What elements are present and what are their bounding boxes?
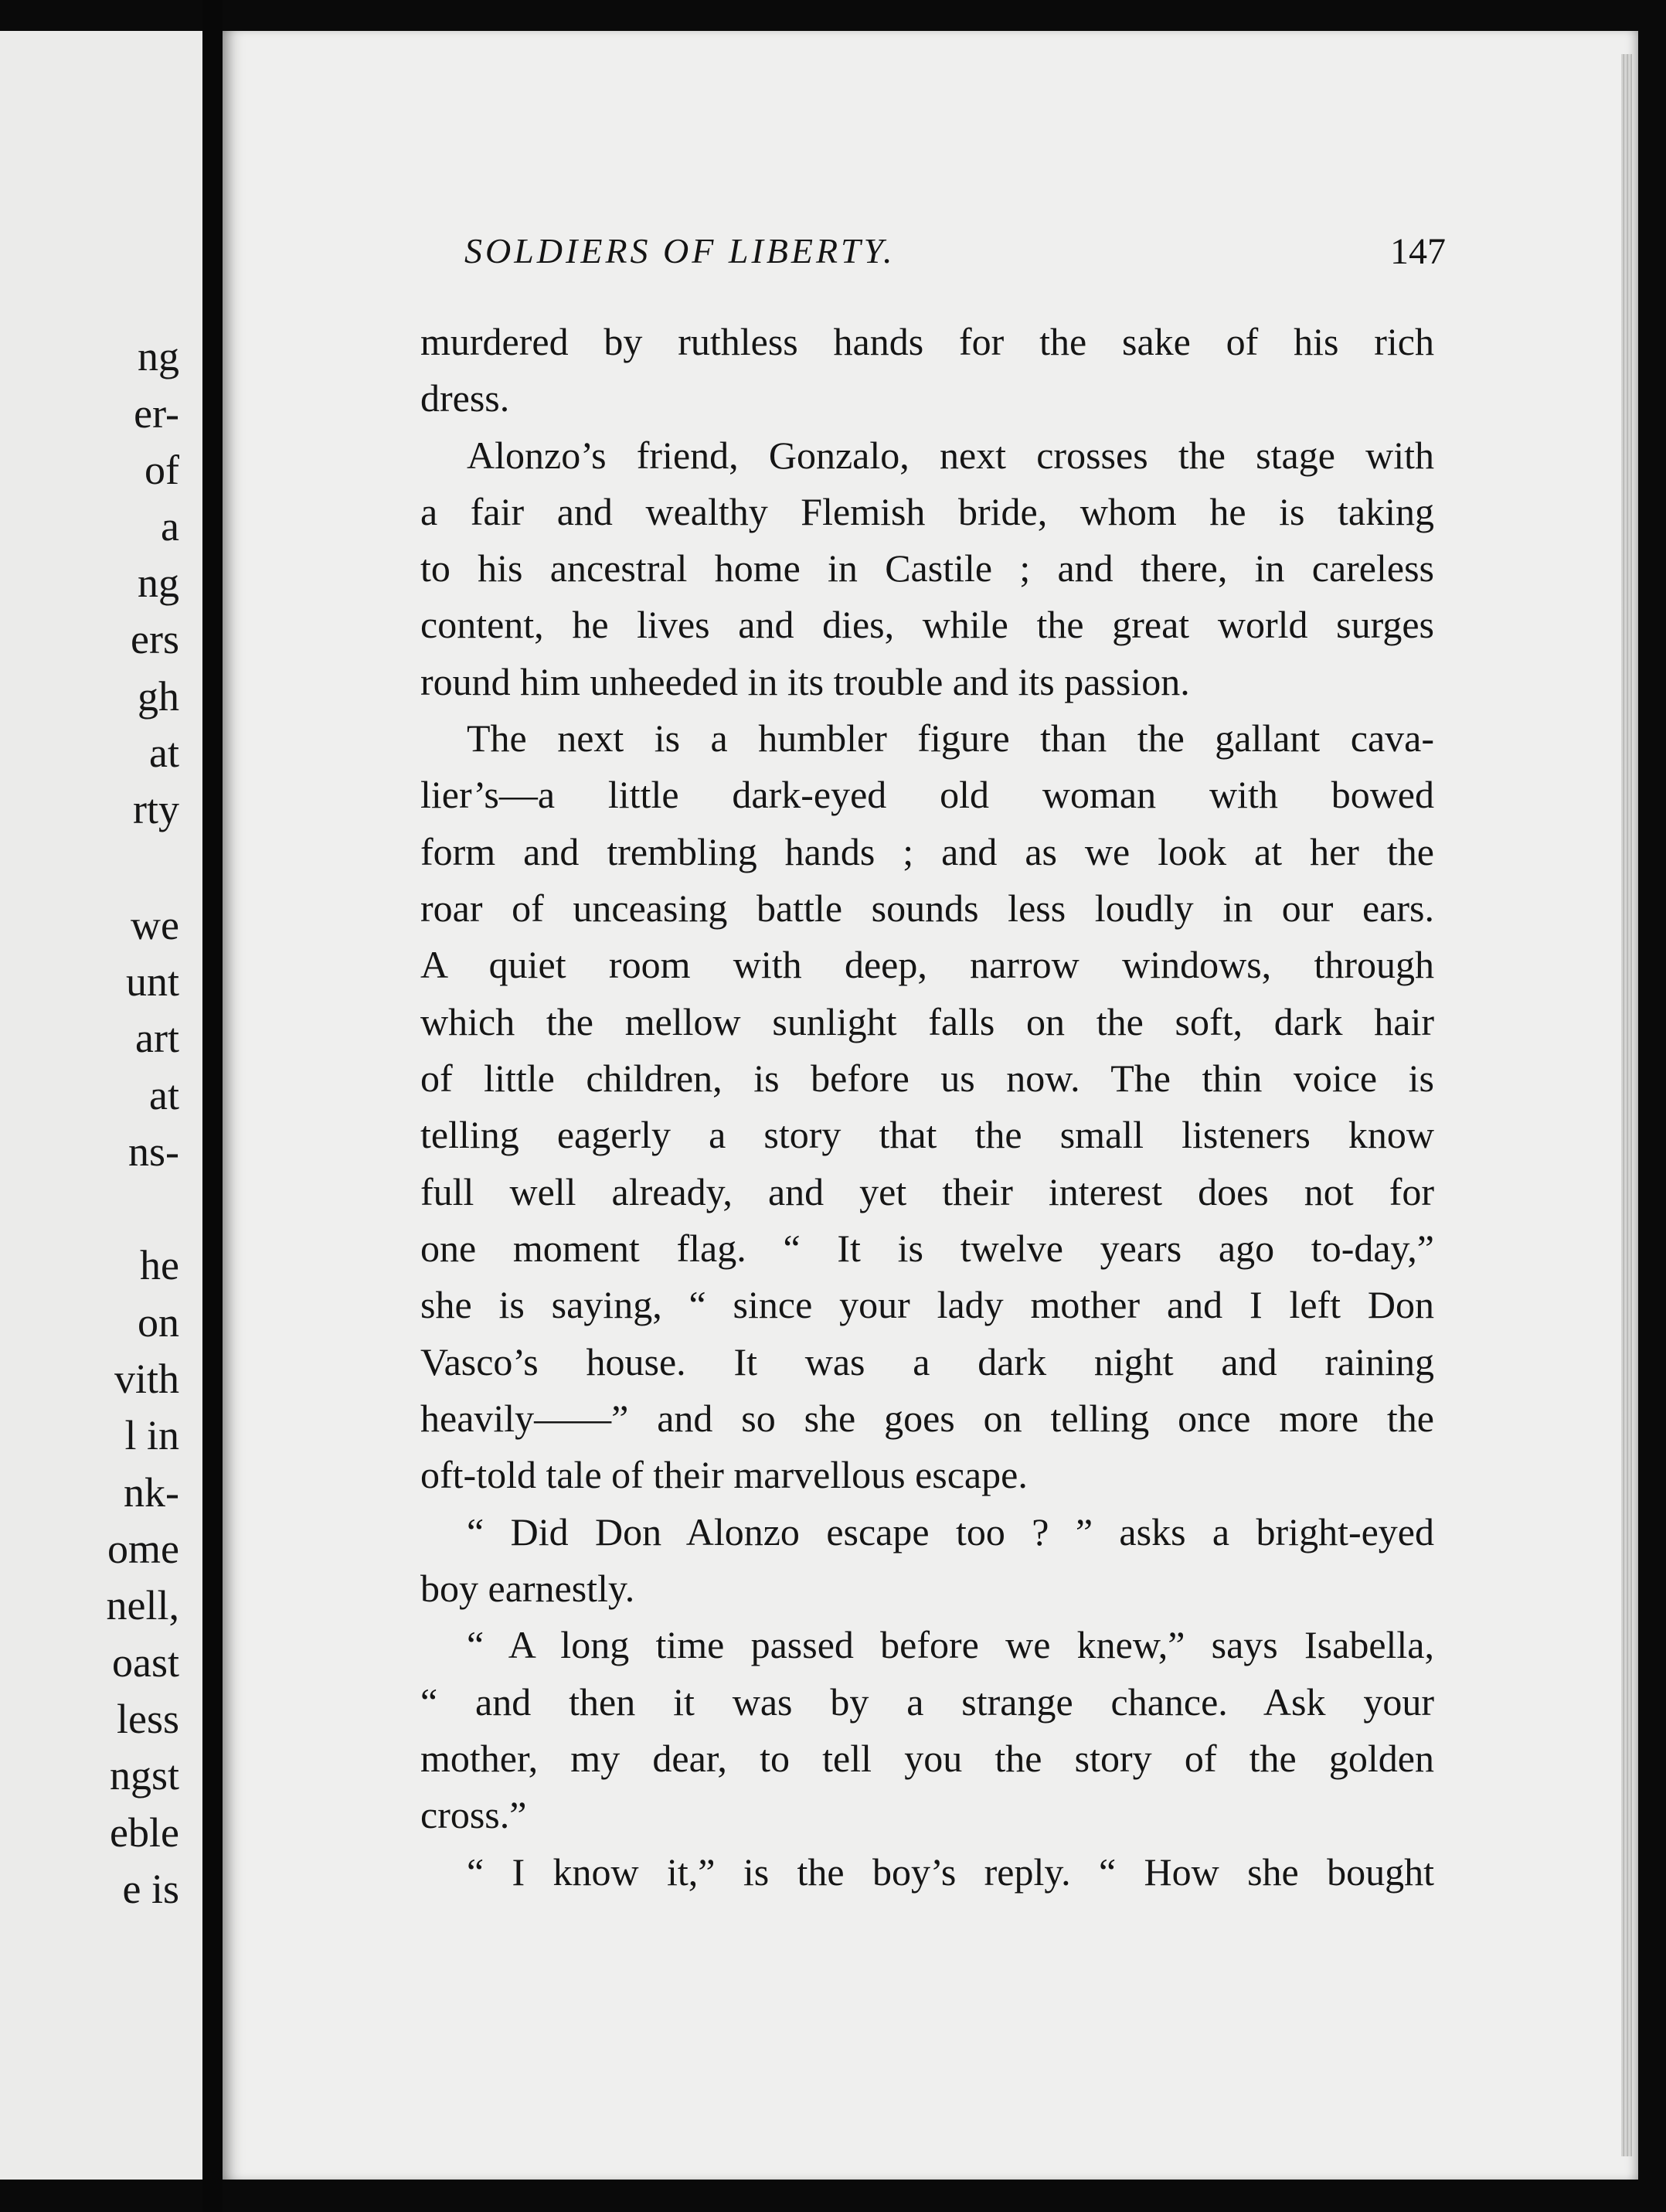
fragment-line: ngst — [109, 1752, 179, 1799]
fragment-line: of — [144, 447, 179, 493]
text-line: a fair and wealthy Flemish bride, whom he is taking — [420, 490, 1434, 533]
text-line: boy earnestly. — [420, 1567, 635, 1610]
fragment-line: ng — [138, 560, 179, 606]
text-line: form and trembling hands ; and as we look at her the — [420, 830, 1434, 873]
fragment-line: a — [161, 503, 179, 550]
fragment-line: rty — [133, 786, 179, 832]
fragment-line: eble — [110, 1809, 179, 1856]
fragment-line: at — [149, 730, 179, 776]
fragment-line: less — [117, 1696, 179, 1742]
text-line: roar of unceasing battle sounds less loudly in our ears. — [420, 887, 1434, 930]
text-line: The next is a humbler figure than the gallant cava- — [467, 716, 1434, 760]
text-line: “ and then it was by a strange chance. Ask your — [420, 1680, 1434, 1724]
fragment-line: oast — [112, 1639, 179, 1686]
text-line: of little children, is before us now. The thin voice is — [420, 1057, 1434, 1100]
text-line: round him unheeded in its trouble and its passion. — [420, 660, 1190, 703]
text-line: oft-told tale of their marvellous escape. — [420, 1453, 1028, 1496]
text-line: one moment flag. “ It is twelve years ago to-day,” — [420, 1227, 1434, 1270]
fragment-line: vith — [114, 1356, 179, 1402]
fragment-line: l in — [124, 1412, 179, 1458]
fragment-line: ns- — [128, 1128, 179, 1175]
text-line: telling eagerly a story that the small listeners know — [420, 1113, 1434, 1156]
fragment-line: ome — [107, 1526, 179, 1572]
book-gutter — [202, 0, 223, 2212]
fragment-line: he — [140, 1242, 179, 1288]
text-line: full well already, and yet their interest does not for — [420, 1170, 1434, 1213]
text-line: to his ancestral home in Castile ; and there, in careless — [420, 546, 1434, 590]
running-title: SOLDIERS OF LIBERTY. — [464, 231, 896, 271]
fragment-line: nell, — [106, 1582, 179, 1628]
page-stack-edge — [1621, 54, 1632, 2156]
previous-page-sliver — [0, 31, 202, 2180]
fragment-line: at — [149, 1072, 179, 1118]
text-line: lier’s—a little dark-eyed old woman with bowed — [420, 773, 1434, 816]
fragment-line: on — [138, 1299, 179, 1346]
text-line: A quiet room with deep, narrow windows, through — [420, 943, 1434, 986]
text-line: she is saying, “ since your lady mother and I left Don — [420, 1283, 1434, 1326]
fragment-line: ng — [138, 333, 179, 379]
fragment-line: gh — [138, 673, 179, 720]
running-header — [464, 230, 1446, 284]
text-line: content, he lives and dies, while the great world surges — [420, 603, 1434, 646]
fragment-line: unt — [125, 958, 179, 1005]
text-line: Vasco’s house. It was a dark night and raining — [420, 1340, 1434, 1383]
text-line: mother, my dear, to tell you the story of the golden — [420, 1737, 1434, 1780]
text-line: Alonzo’s friend, Gonzalo, next crosses the stage with — [467, 434, 1434, 477]
text-line: dress. — [420, 376, 510, 420]
fragment-line: er- — [134, 390, 179, 437]
fragment-line: art — [135, 1015, 179, 1061]
page-number: 147 — [1390, 231, 1446, 272]
fragment-line: e is — [122, 1866, 179, 1912]
fragment-line: ers — [131, 616, 179, 662]
text-line: “ A long time passed before we knew,” says Isabella, — [467, 1623, 1434, 1666]
text-line: “ Did Don Alonzo escape too ? ” asks a bright-eyed — [467, 1510, 1434, 1554]
text-line: heavily——” and so she goes on telling once more the — [420, 1397, 1434, 1440]
text-line: “ I know it,” is the boy’s reply. “ How she bought — [467, 1850, 1434, 1894]
fragment-line: nk- — [124, 1469, 179, 1516]
text-line: murdered by ruthless hands for the sake of his rich — [420, 320, 1434, 363]
text-line: which the mellow sunlight falls on the soft, dark hair — [420, 1000, 1434, 1043]
fragment-line: we — [131, 902, 179, 948]
text-line: cross.” — [420, 1793, 527, 1836]
